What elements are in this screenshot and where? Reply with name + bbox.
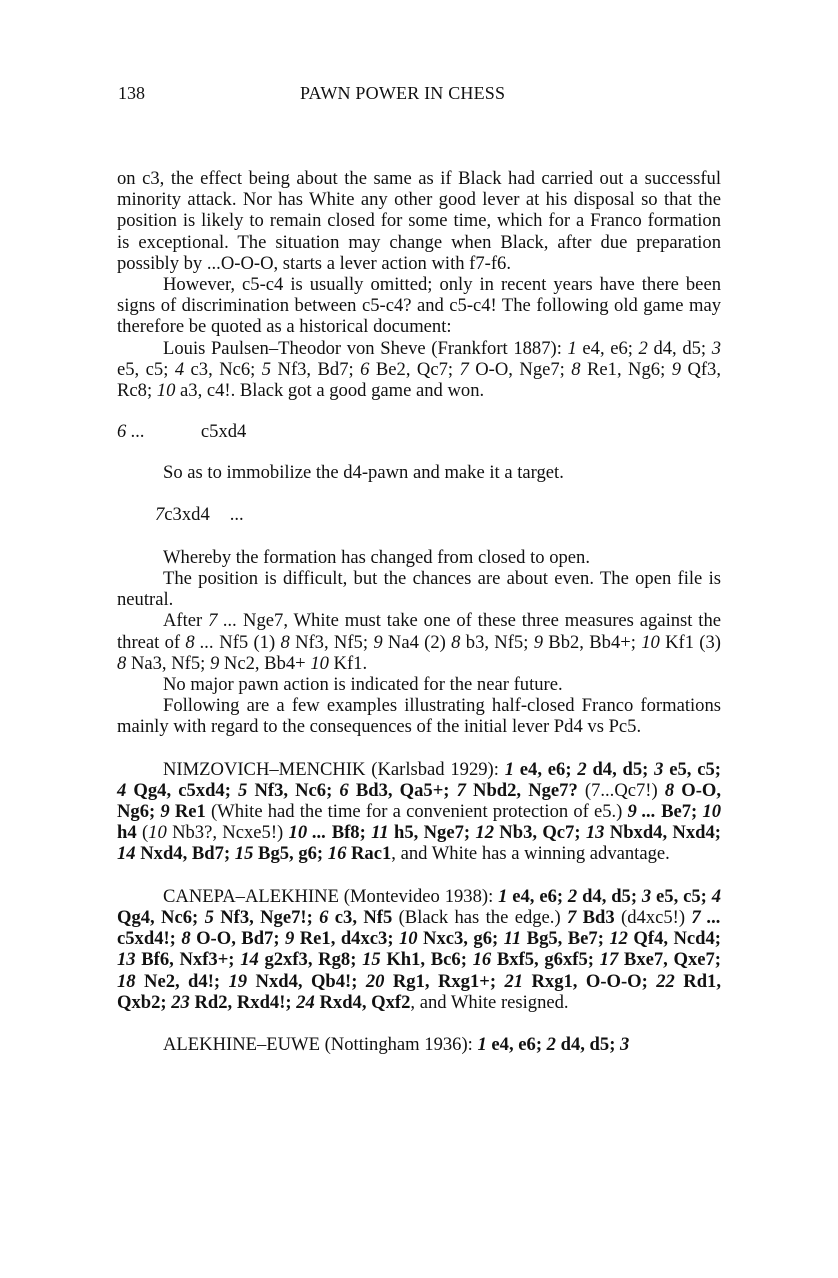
page-header — [118, 83, 720, 105]
paragraph: on c3, the effect being about the same as if Black had carried out a successful minority attack. Nor has White any other good lever at his disposal so that the position is likely to remain closed for some time, which for a Franco formation is exceptional. The situation may change when Black, after due preparation possibly by ...O-O-O, starts a lever action with f7-f6. — [117, 168, 721, 274]
paragraph: Whereby the formation has changed from closed to open. — [163, 546, 590, 568]
paragraph: The position is difficult, but the chances are about even. The open file is neutral. — [117, 568, 721, 611]
page-body — [117, 168, 721, 1055]
paragraph: However, c5-c4 is usually omitted; only in recent years have there been signs of discrimination between c5-c4? and c5-c4! The following old game may therefore be quoted as a historical document: — [117, 274, 721, 338]
move-line-7: 7c3xd4 ... — [155, 503, 244, 525]
game-nimzovich-menchik: NIMZOVICH–MENCHIK (Karlsbad 1929): 1 e4, e6; 2 d4, d5; 3 e5, c5; 4 Qg4, c5xd4; 5 Nf3, Nc6; 6 Bd3, Qa5+; 7 Nbd2, Nge7? (7...Qc7!) 8 O-O, Ng6; 9 Re1 (White had the time for a convenient protection of e5.) 9 ... Be7; 10 h4 (10 Nb3?, Ncxe5!) 10 ... Bf8; 11 h5, Nge7; 12 Nb3, Qc7; 13 Nbxd4, Nxd4; 14 Nxd4, Bd7; 15 Bg5, g6; 16 Rac1, and White has a winning advantage. — [117, 758, 721, 865]
move-line-6: 6 ... c5xd4 — [117, 421, 247, 443]
paulsen-game-paragraph: Louis Paulsen–Theodor von Sheve (Frankfort 1887): 1 e4, e6; 2 d4, d5; 3 e5, c5; 4 c3, Nc6; 5 Nf3, Bd7; 6 Be2, Qc7; 7 O-O, Nge7; 8 Re1, Ng6; 9 Qf3, Rc8; 10 a3, c4!. Black got a good game and won. — [117, 337, 722, 402]
game-canepa-alekhine: CANEPA–ALEKHINE (Montevideo 1938): 1 e4, e6; 2 d4, d5; 3 e5, c5; 4 Qg4, Nc6; 5 Nf3, Nge7!; 6 c3, Nf5 (Black has the edge.) 7 Bd3 (d4xc5!) 7 ... c5xd4!; 8 O-O, Bd7; 9 Re1, d4xc3; 10 Nxc3, g6; 11 Bg5, Be7; 12 Qf4, Ncd4; 13 Bf6, Nxf3+; 14 g2xf3, Rg8; 15 Kh1, Bc6; 16 Bxf5, g6xf5; 17 Bxe7, Qxe7; 18 Ne2, d4!; 19 Nxd4, Qb4!; 20 Rg1, Rxg1+; 21 Rxg1, O-O-O; 22 Rd1, Qxb2; 23 Rd2, Rxd4!; 24 Rxd4, Qxf2, and White resigned. — [117, 885, 722, 1013]
paragraph: No major pawn action is indicated for the near future. — [163, 674, 563, 696]
game-alekhine-euwe: ALEKHINE–EUWE (Nottingham 1936): 1 e4, e6; 2 d4, d5; 3 — [163, 1033, 630, 1055]
paragraph: So as to immobilize the d4-pawn and make it a target. — [163, 462, 564, 484]
measures-paragraph: After 7 ... Nge7, White must take one of these three measures against the threat of 8 ... Nf5 (1) 8 Nf3, Nf5; 9 Na4 (2) 8 b3, Nf5; 9 Bb2, Bb4+; 10 Kf1 (3) 8 Na3, Nf5; 9 Nc2, Bb4+ 10 Kf1. — [117, 610, 722, 674]
paragraph: Following are a few examples illustrating half-closed Franco formations mainly with regard to the consequences of the initial lever Pd4 vs Pc5. — [117, 695, 721, 738]
page-number: 138 — [118, 83, 145, 103]
running-title: PAWN POWER IN CHESS — [300, 83, 506, 103]
